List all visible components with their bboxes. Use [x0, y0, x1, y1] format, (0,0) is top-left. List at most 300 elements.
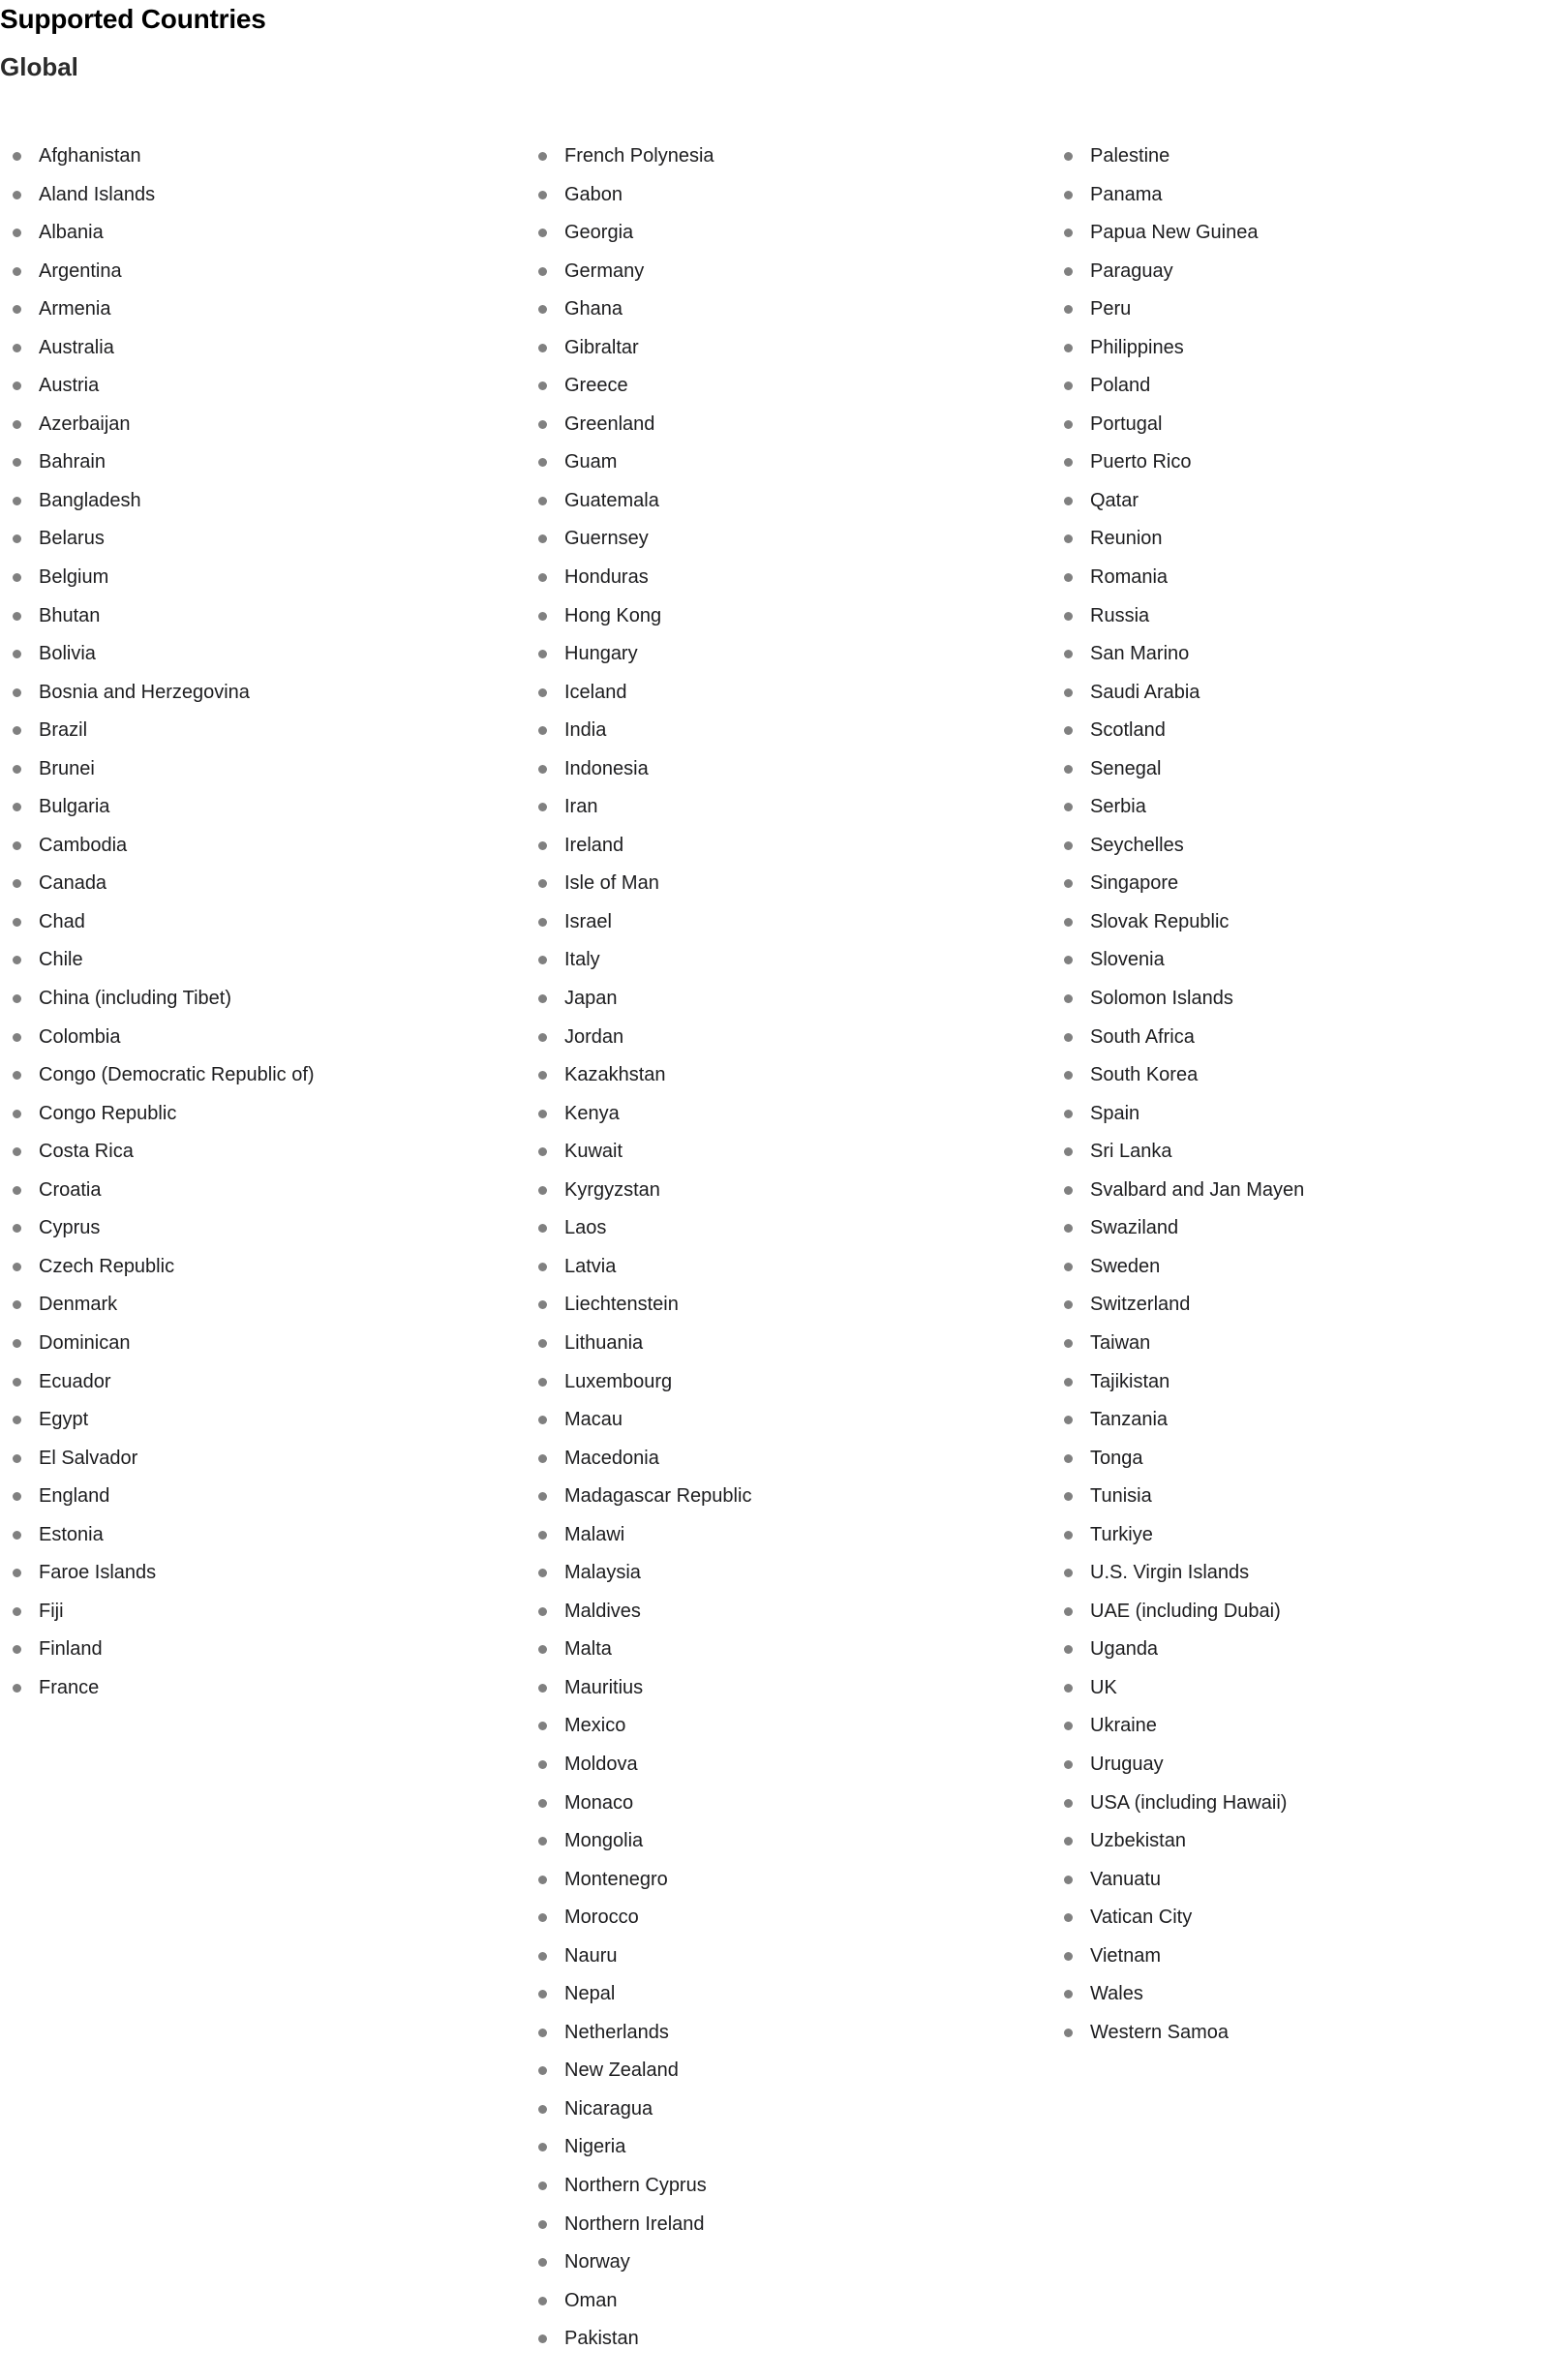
country-name: Tunisia — [1090, 1485, 1152, 1508]
country-list-item — [526, 520, 1010, 559]
country-name: Switzerland — [1090, 1294, 1191, 1316]
country-name: Netherlands — [564, 2021, 669, 2043]
country-name: Gabon — [564, 183, 623, 205]
bullet-icon — [13, 1224, 21, 1233]
country-list-item — [1051, 1363, 1535, 1402]
country-name: Kuwait — [564, 1141, 623, 1163]
country-name: Gibraltar — [564, 336, 639, 358]
country-list-item — [1051, 1248, 1535, 1287]
country-name: Bulgaria — [39, 796, 110, 818]
country-list-item — [1051, 1861, 1535, 1900]
bullet-icon — [13, 573, 21, 582]
bullet-icon — [538, 152, 547, 161]
country-list-item — [1051, 214, 1535, 253]
bullet-icon — [538, 612, 547, 621]
bullet-icon — [538, 1416, 547, 1424]
country-name: Sweden — [1090, 1255, 1161, 1277]
bullet-icon — [13, 1110, 21, 1118]
bullet-icon — [13, 1531, 21, 1540]
bullet-icon — [1064, 1531, 1073, 1540]
bullet-icon — [538, 229, 547, 237]
bullet-icon — [1064, 956, 1073, 964]
country-name: Azerbaijan — [39, 412, 131, 435]
bullet-icon — [538, 1799, 547, 1808]
bullet-icon — [538, 918, 547, 927]
country-name: Canada — [39, 872, 107, 895]
bullet-icon — [538, 1033, 547, 1042]
bullet-icon — [538, 879, 547, 888]
bullet-icon — [13, 534, 21, 543]
bullet-icon — [13, 229, 21, 237]
country-name: Fiji — [39, 1600, 64, 1622]
bullet-icon — [538, 2297, 547, 2305]
bullet-icon — [538, 994, 547, 1003]
country-list-item — [1051, 520, 1535, 559]
country-name: Afghanistan — [39, 145, 141, 167]
bullet-icon — [1064, 841, 1073, 850]
country-list-item — [0, 1133, 484, 1172]
country-name: UK — [1090, 1676, 1117, 1698]
country-name: New Zealand — [564, 2060, 679, 2082]
country-list-item — [1051, 750, 1535, 789]
country-list-item — [526, 1440, 1010, 1479]
country-list-item — [526, 1707, 1010, 1746]
country-name: Congo Republic — [39, 1102, 177, 1124]
country-name: Belarus — [39, 528, 105, 550]
country-list-item — [1051, 253, 1535, 291]
country-name: Spain — [1090, 1102, 1140, 1124]
bullet-icon — [1064, 994, 1073, 1003]
country-name: UAE (including Dubai) — [1090, 1600, 1281, 1622]
bullet-icon — [13, 1033, 21, 1042]
country-name: Wales — [1090, 1983, 1143, 2005]
bullet-icon — [538, 1378, 547, 1387]
bullet-icon — [538, 956, 547, 964]
country-list-item — [1051, 980, 1535, 1019]
country-list-item — [1051, 2014, 1535, 2053]
country-list-item — [0, 1478, 484, 1516]
country-name: Madagascar Republic — [564, 1485, 752, 1508]
bullet-icon — [1064, 612, 1073, 621]
country-list-item — [1051, 1938, 1535, 1976]
country-list-item — [1051, 903, 1535, 942]
bullet-icon — [1064, 1952, 1073, 1961]
bullet-icon — [1064, 534, 1073, 543]
country-list-item — [1051, 1746, 1535, 1785]
country-list-item — [526, 1938, 1010, 1976]
country-name: Senegal — [1090, 757, 1162, 779]
country-list-item — [526, 406, 1010, 444]
bullet-icon — [538, 381, 547, 390]
bullet-icon — [538, 1300, 547, 1309]
bullet-icon — [1064, 267, 1073, 276]
country-name: Svalbard and Jan Mayen — [1090, 1178, 1305, 1201]
country-list-item — [526, 2206, 1010, 2244]
country-list-item — [0, 290, 484, 329]
country-list-item — [526, 1248, 1010, 1287]
country-list-item — [0, 1440, 484, 1479]
country-list-item — [1051, 559, 1535, 597]
country-list-item — [526, 1861, 1010, 1900]
country-name: Congo (Democratic Republic of) — [39, 1064, 315, 1086]
country-name: Western Samoa — [1090, 2021, 1230, 2043]
country-list-item — [526, 2090, 1010, 2129]
country-list-item — [0, 1631, 484, 1669]
country-name: Malta — [564, 1638, 612, 1661]
country-name: Hungary — [564, 643, 638, 665]
country-list-item — [1051, 1707, 1535, 1746]
country-name: Israel — [564, 910, 612, 932]
country-list-item — [526, 329, 1010, 368]
country-name: Bolivia — [39, 643, 96, 665]
country-list-item — [0, 1325, 484, 1363]
country-list-item — [0, 559, 484, 597]
country-list-item — [1051, 176, 1535, 215]
bullet-icon — [1064, 1799, 1073, 1808]
country-list-item — [526, 176, 1010, 215]
country-list-item — [0, 253, 484, 291]
country-name: Russia — [1090, 604, 1150, 626]
country-list-item — [1051, 1785, 1535, 1823]
bullet-icon — [1064, 1339, 1073, 1348]
country-name: Lithuania — [564, 1331, 644, 1354]
bullet-icon — [1064, 1990, 1073, 1999]
country-name: Estonia — [39, 1523, 104, 1545]
country-name: Nigeria — [564, 2136, 626, 2158]
bullet-icon — [1064, 1071, 1073, 1080]
country-list-item — [1051, 1516, 1535, 1555]
bullet-icon — [538, 2105, 547, 2114]
bullet-icon — [538, 1186, 547, 1195]
country-list-item — [526, 1746, 1010, 1785]
country-list-item — [0, 1248, 484, 1287]
country-name: Panama — [1090, 183, 1163, 205]
bullet-icon — [1064, 1760, 1073, 1769]
country-name: Seychelles — [1090, 834, 1184, 856]
country-name: Isle of Man — [564, 872, 659, 895]
country-list-item — [1051, 1401, 1535, 1440]
country-name: Bangladesh — [39, 489, 141, 511]
country-list-item — [526, 788, 1010, 827]
bullet-icon — [1064, 803, 1073, 811]
country-name: Swaziland — [1090, 1217, 1179, 1239]
country-list-item — [526, 980, 1010, 1019]
country-name: Moldova — [564, 1753, 638, 1775]
country-list-item — [526, 1286, 1010, 1325]
country-name: South Korea — [1090, 1064, 1199, 1086]
country-name: Argentina — [39, 259, 122, 282]
bullet-icon — [538, 2029, 547, 2037]
country-name: Uruguay — [1090, 1753, 1164, 1775]
bullet-icon — [538, 1147, 547, 1156]
bullet-icon — [538, 765, 547, 774]
bullet-icon — [538, 650, 547, 658]
country-list-item — [526, 1822, 1010, 1861]
bullet-icon — [13, 956, 21, 964]
country-name: China (including Tibet) — [39, 988, 231, 1010]
bullet-icon — [13, 381, 21, 390]
country-list-item — [0, 482, 484, 521]
country-name: Bahrain — [39, 451, 106, 473]
country-name: Uzbekistan — [1090, 1830, 1186, 1852]
country-name: Germany — [564, 259, 645, 282]
country-name: Northern Cyprus — [564, 2174, 707, 2196]
bullet-icon — [1064, 1110, 1073, 1118]
bullet-icon — [1064, 879, 1073, 888]
country-list-item — [0, 406, 484, 444]
country-name: Morocco — [564, 1907, 639, 1929]
country-name: Nauru — [564, 1944, 618, 1967]
country-name: Uganda — [1090, 1638, 1159, 1661]
country-list-item — [0, 1172, 484, 1210]
country-list-item — [0, 1554, 484, 1593]
country-name: Malaysia — [564, 1562, 641, 1584]
country-list-item — [1051, 597, 1535, 636]
country-name: Liechtenstein — [564, 1294, 679, 1316]
bullet-icon — [1064, 1837, 1073, 1846]
bullet-icon — [1064, 381, 1073, 390]
country-name: Costa Rica — [39, 1141, 134, 1163]
bullet-icon — [13, 1071, 21, 1080]
country-list-item — [0, 443, 484, 482]
country-name: U.S. Virgin Islands — [1090, 1562, 1250, 1584]
bullet-icon — [1064, 305, 1073, 314]
bullet-icon — [13, 765, 21, 774]
country-name: Oman — [564, 2289, 618, 2311]
country-list-item — [0, 1516, 484, 1555]
country-list-item — [0, 980, 484, 1019]
country-name: Belgium — [39, 566, 109, 589]
country-name: Maldives — [564, 1600, 641, 1622]
country-list-item — [526, 941, 1010, 980]
country-list-item — [0, 712, 484, 750]
country-name: El Salvador — [39, 1447, 138, 1469]
country-list-item — [0, 1019, 484, 1057]
country-name: Peru — [1090, 298, 1132, 320]
country-name: Laos — [564, 1217, 607, 1239]
country-name: South Africa — [1090, 1025, 1195, 1048]
country-name: Kyrgyzstan — [564, 1178, 660, 1201]
country-list-item — [1051, 1095, 1535, 1134]
country-list-item — [526, 1593, 1010, 1632]
country-name: Montenegro — [564, 1868, 668, 1890]
bullet-icon — [13, 1645, 21, 1654]
bullet-icon — [1064, 229, 1073, 237]
country-list-item — [1051, 1822, 1535, 1861]
country-list-item — [1051, 329, 1535, 368]
bullet-icon — [13, 191, 21, 199]
country-name: Paraguay — [1090, 259, 1173, 282]
country-name: Serbia — [1090, 796, 1146, 818]
country-list-item — [1051, 1440, 1535, 1479]
country-list-column-2 — [526, 137, 1010, 2359]
country-name: Mauritius — [564, 1676, 644, 1698]
country-list-item — [1051, 1209, 1535, 1248]
country-name: Turkiye — [1090, 1523, 1153, 1545]
bullet-icon — [13, 1492, 21, 1501]
country-list-item — [0, 1286, 484, 1325]
country-name: Faroe Islands — [39, 1562, 157, 1584]
country-list-item — [1051, 137, 1535, 176]
bullet-icon — [1064, 1147, 1073, 1156]
country-list-item — [0, 750, 484, 789]
bullet-icon — [538, 420, 547, 429]
country-name: Macedonia — [564, 1447, 659, 1469]
bullet-icon — [538, 1990, 547, 1999]
country-name: Tajikistan — [1090, 1370, 1170, 1392]
country-list-item — [526, 1363, 1010, 1402]
country-name: Solomon Islands — [1090, 988, 1233, 1010]
country-name: Cyprus — [39, 1217, 101, 1239]
bullet-icon — [13, 1339, 21, 1348]
country-list-item — [1051, 1554, 1535, 1593]
country-list-item — [526, 635, 1010, 674]
country-name: Ukraine — [1090, 1715, 1157, 1737]
bullet-icon — [538, 344, 547, 352]
country-name: Poland — [1090, 375, 1151, 397]
country-name: Japan — [564, 988, 618, 1010]
country-list-item — [1051, 865, 1535, 903]
bullet-icon — [538, 1339, 547, 1348]
bullet-icon — [1064, 420, 1073, 429]
bullet-icon — [1064, 344, 1073, 352]
country-name: India — [564, 719, 607, 742]
country-list-item — [526, 903, 1010, 942]
bullet-icon — [13, 497, 21, 505]
country-name: Austria — [39, 375, 100, 397]
country-list-item — [526, 2320, 1010, 2359]
country-name: Iran — [564, 796, 598, 818]
country-name: Ecuador — [39, 1370, 111, 1392]
bullet-icon — [538, 1837, 547, 1846]
country-name: Chile — [39, 949, 83, 971]
bullet-icon — [1064, 1607, 1073, 1616]
country-list-item — [526, 1095, 1010, 1134]
bullet-icon — [1064, 458, 1073, 467]
country-list-item — [526, 1056, 1010, 1095]
country-list-item — [526, 2052, 1010, 2090]
country-list-item — [1051, 1478, 1535, 1516]
country-list-item — [1051, 788, 1535, 827]
country-name: Portugal — [1090, 412, 1163, 435]
country-name: Mongolia — [564, 1830, 644, 1852]
country-list-item — [0, 865, 484, 903]
bullet-icon — [538, 2143, 547, 2151]
country-name: Kenya — [564, 1102, 620, 1124]
bullet-icon — [1064, 1876, 1073, 1884]
country-list-item — [1051, 674, 1535, 713]
bullet-icon — [538, 1531, 547, 1540]
bullet-icon — [538, 1760, 547, 1769]
country-list-item — [1051, 290, 1535, 329]
country-list-item — [526, 1172, 1010, 1210]
bullet-icon — [538, 267, 547, 276]
bullet-icon — [13, 612, 21, 621]
bullet-icon — [538, 2182, 547, 2190]
country-list-item — [0, 329, 484, 368]
country-name: Croatia — [39, 1178, 102, 1201]
bullet-icon — [538, 2258, 547, 2267]
bullet-icon — [1064, 1300, 1073, 1309]
bullet-icon — [13, 1454, 21, 1463]
bullet-icon — [538, 1110, 547, 1118]
country-name: San Marino — [1090, 643, 1190, 665]
country-name: Norway — [564, 2251, 630, 2273]
country-list-item — [526, 482, 1010, 521]
country-name: Jordan — [564, 1025, 624, 1048]
country-list-item — [0, 941, 484, 980]
bullet-icon — [1064, 726, 1073, 735]
country-list-item — [0, 1056, 484, 1095]
bullet-icon — [13, 1300, 21, 1309]
bullet-icon — [1064, 2029, 1073, 2037]
country-name: Brazil — [39, 719, 88, 742]
country-list-item — [1051, 941, 1535, 980]
country-list-item — [1051, 482, 1535, 521]
country-list-item — [1051, 1056, 1535, 1095]
country-name: Indonesia — [564, 757, 649, 779]
country-list-item — [526, 597, 1010, 636]
country-list-item — [526, 2128, 1010, 2167]
country-list-item — [526, 1325, 1010, 1363]
country-list-item — [526, 2243, 1010, 2282]
bullet-icon — [538, 1645, 547, 1654]
country-list-item — [1051, 443, 1535, 482]
country-list-item — [0, 214, 484, 253]
country-name: Honduras — [564, 566, 649, 589]
country-name: Chad — [39, 910, 85, 932]
country-list-item — [1051, 1669, 1535, 1708]
bullet-icon — [1064, 1569, 1073, 1577]
bullet-icon — [13, 305, 21, 314]
country-list-item — [1051, 1593, 1535, 1632]
country-name: Georgia — [564, 222, 634, 244]
country-name: Brunei — [39, 757, 95, 779]
bullet-icon — [538, 688, 547, 697]
page-title: Supported Countries — [0, 4, 266, 34]
country-name: Slovak Republic — [1090, 910, 1230, 932]
country-name: Vanuatu — [1090, 1868, 1162, 1890]
bullet-icon — [538, 1913, 547, 1922]
bullet-icon — [13, 726, 21, 735]
country-list-item — [1051, 1172, 1535, 1210]
bullet-icon — [1064, 650, 1073, 658]
bullet-icon — [1064, 765, 1073, 774]
country-list-item — [1051, 1133, 1535, 1172]
country-name: Philippines — [1090, 336, 1184, 358]
bullet-icon — [538, 803, 547, 811]
country-list-item — [526, 1975, 1010, 2014]
country-list-item — [1051, 1899, 1535, 1938]
country-name: Guam — [564, 451, 618, 473]
country-name: Greece — [564, 375, 628, 397]
country-name: Mexico — [564, 1715, 626, 1737]
country-name: Scotland — [1090, 719, 1166, 742]
bullet-icon — [1064, 1263, 1073, 1271]
country-list-item — [0, 903, 484, 942]
country-name: Guatemala — [564, 489, 659, 511]
country-name: Luxembourg — [564, 1370, 673, 1392]
bullet-icon — [538, 534, 547, 543]
bullet-icon — [538, 1224, 547, 1233]
country-list-item — [526, 1133, 1010, 1172]
country-list-item — [526, 1554, 1010, 1593]
bullet-icon — [1064, 1186, 1073, 1195]
bullet-icon — [538, 1722, 547, 1730]
country-list-item — [0, 597, 484, 636]
country-name: Nicaragua — [564, 2097, 653, 2120]
bullet-icon — [13, 458, 21, 467]
